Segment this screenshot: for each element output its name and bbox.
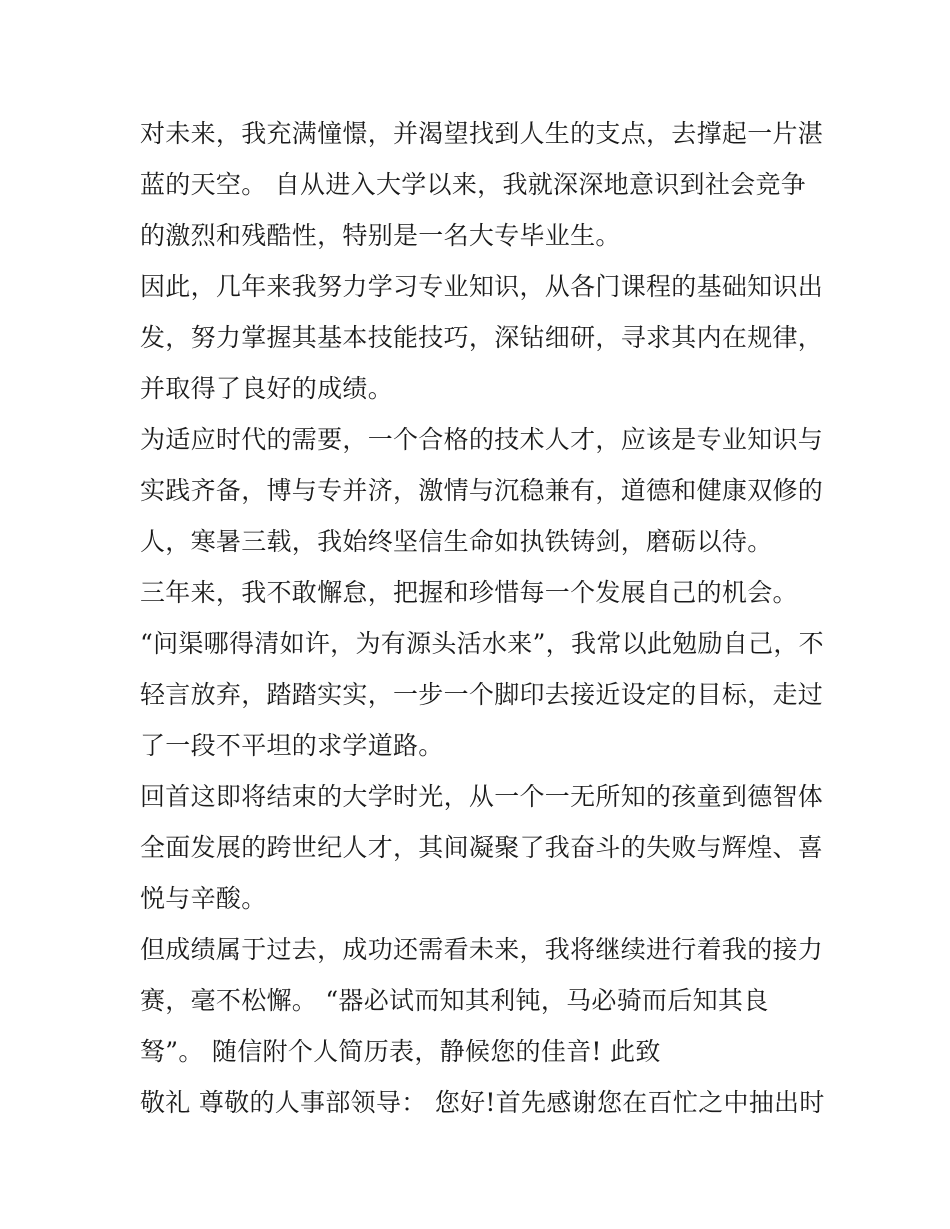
text-line: 轻言放弃，踏踏实实，一步一个脚印去接近设定的目标，走过 — [140, 680, 824, 709]
text-line: “问渠哪得清如许，为有源头活水来”，我常以此勉励自己，不 — [140, 629, 824, 658]
text-line: 驽”。 随信附个人简历表，静候您的佳音! 此致 — [140, 1037, 661, 1066]
text-line: 并取得了良好的成绩。 — [140, 374, 394, 403]
text-line: 为适应时代的需要，一个合格的技术人才，应该是专业知识与 — [140, 425, 824, 454]
text-line: 全面发展的跨世纪人才，其间凝聚了我奋斗的失败与辉煌、喜 — [140, 833, 824, 862]
text-line: 回首这即将结束的大学时光，从一个一无所知的孩童到德智体 — [140, 782, 824, 811]
text-line: 悦与辛酸。 — [140, 884, 267, 913]
text-line: 敬礼 尊敬的人事部领导： 您好!首先感谢您在百忙之中抽出时 — [140, 1088, 825, 1117]
text-line: 蓝的天空。 自从进入大学以来，我就深深地意识到社会竞争 — [140, 170, 807, 199]
text-line: 发，努力掌握其基本技能技巧，深钻细研，寻求其内在规律， — [140, 323, 824, 352]
text-line: 但成绩属于过去，成功还需看未来，我将继续进行着我的接力 — [140, 935, 824, 964]
text-line: 人，寒暑三载，我始终坚信生命如执铁铸剑，磨砺以待。 — [140, 527, 773, 556]
text-line: 因此，几年来我努力学习专业知识，从各门课程的基础知识出 — [140, 272, 824, 301]
text-line: 三年来，我不敢懈怠，把握和珍惜每一个发展自己的机会。 — [140, 578, 798, 607]
text-line: 实践齐备，博与专并济，激情与沉稳兼有，道德和健康双修的 — [140, 476, 824, 505]
text-line: 的激烈和残酷性，特别是一名大专毕业生。 — [140, 221, 621, 250]
text-line: 对未来，我充满憧憬，并渴望找到人生的支点，去撑起一片湛 — [140, 119, 824, 148]
text-line: 赛，毫不松懈。 “器必试而知其利钝，马必骑而后知其良 — [140, 986, 769, 1015]
document-body — [140, 108, 825, 1128]
text-line: 了一段不平坦的求学道路。 — [140, 731, 444, 760]
